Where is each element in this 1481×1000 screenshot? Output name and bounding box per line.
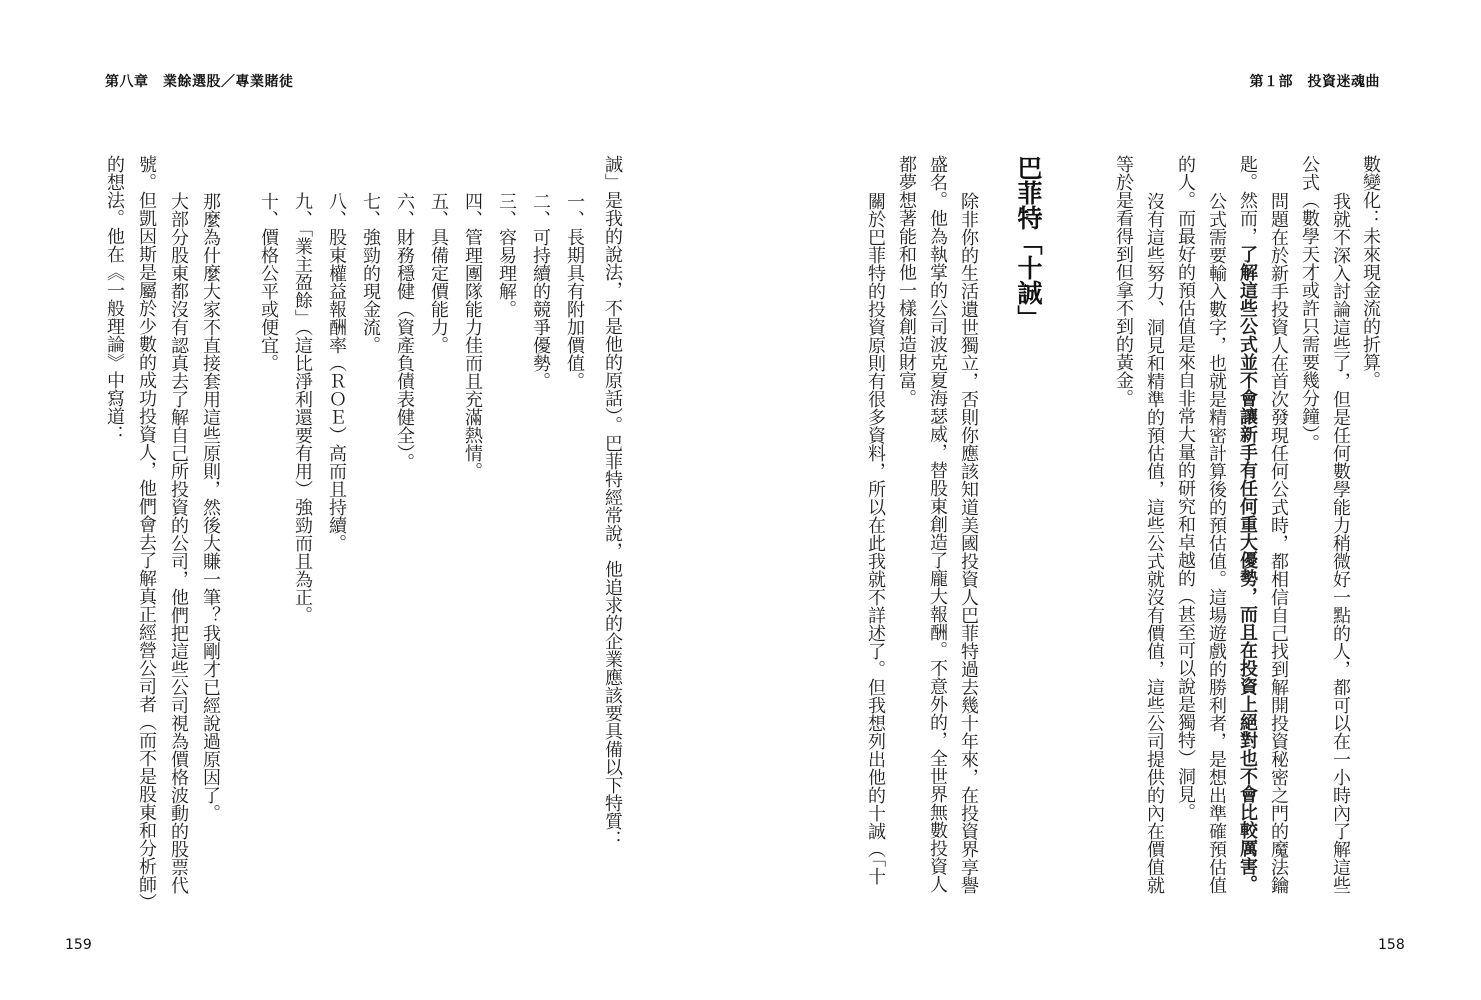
text-column: 號。但凱因斯是屬於少數的成功投資人，他們會去了解真正經營公司者（而不是股東和分析師） xyxy=(136,155,157,911)
text-column: 數變化：未來現金流的折算。 xyxy=(1360,155,1381,389)
list-item: 四、管理團隊能力佳而且充滿熱情。 xyxy=(462,192,483,480)
text-run: 匙。然而， xyxy=(1237,155,1258,245)
text-column: 關於巴菲特的投資原則有很多資料，所以在此我就不詳述了。但我想列出他的十誠（「十 xyxy=(865,192,886,885)
emphasis-text: 了解這些公式並不會讓新手有任何重大優勢，而且在投資上絕對也不會比較厲害。 xyxy=(1237,245,1258,893)
text-column: 的想法。他在《一般理論》中寫道： xyxy=(104,155,125,443)
text-column: 除非你的生活遺世獨立，否則你應該知道美國投資人巴菲特過去幾十年來，在投資界享譽 xyxy=(958,192,979,894)
list-item: 三、容易理解。 xyxy=(496,192,517,318)
text-column-with-emphasis xyxy=(1238,155,1256,893)
list-item: 九、「業主盈餘」（這比淨利還要有用）強勁而且為正。 xyxy=(292,192,313,624)
running-header-left: 第八章 業餘選股／專業賭徒 xyxy=(105,74,294,90)
text-column: 盛名。他為執掌的公司波克夏海瑟威，替股東創造了龐大報酬。不意外的，全世界無數投資人 xyxy=(927,155,948,893)
text-column: 都夢想著能和他一樣創造財富。 xyxy=(896,155,917,407)
text-column: 誠」是我的說法，不是他的原話）。巴菲特經常說，他追求的企業應該要具備以下特質： xyxy=(602,155,623,848)
list-item: 二、可持續的競爭優勢。 xyxy=(530,192,551,390)
right-page xyxy=(740,0,1481,1000)
section-heading: 巴菲特「十誠」 xyxy=(1014,155,1043,330)
list-item: 七、強勁的現金流。 xyxy=(360,192,381,354)
list-item: 八、股東權益報酬率（ＲＯＥ）高而且持續。 xyxy=(326,192,347,552)
list-item: 五、具備定價能力。 xyxy=(428,192,449,354)
list-item: 六、財務穩健（資產負債表健全）。 xyxy=(394,192,415,471)
text-column: 的人。而最好的預估值是來自非常大量的研究和卓越的（甚至可以說是獨特）洞見。 xyxy=(1175,155,1196,821)
list-item: 十、價格公平或便宜。 xyxy=(258,192,279,372)
text-column: 沒有這些努力、洞見和精準的預估值，這些公式就沒有價值，這些公司提供的內在價值就 xyxy=(1144,192,1165,894)
left-page xyxy=(0,0,740,1000)
text-column: 公式需要輸入數字，也就是精密計算後的預估值。這場遊戲的勝利者，是想出準確預估值 xyxy=(1206,192,1227,894)
page-number-right: 158 xyxy=(1378,937,1405,953)
text-column: 問題在於新手投資人在首次發現任何公式時，都相信自己找到解開投資秘密之門的魔法鑰 xyxy=(1268,192,1289,894)
page-number-left: 159 xyxy=(65,937,92,953)
text-column: 那麼為什麼大家不直接套用這些原則，然後大賺一筆？我剛才已經說過原因了。 xyxy=(200,192,221,822)
running-header-right: 第１部 投資迷魂曲 xyxy=(1249,74,1380,90)
text-column: 我就不深入討論這些了，但是任何數學能力稍微好一點的人，都可以在一小時內了解這些 xyxy=(1330,192,1351,894)
text-column: 公式（數學天才或許只需要幾分鐘）。 xyxy=(1299,155,1320,452)
list-item: 一、長期具有附加價值。 xyxy=(564,192,585,390)
text-column: 等於是看得到但拿不到的黃金。 xyxy=(1113,155,1134,407)
text-column: 大部分股東都沒有認真去了解自己所投資的公司，他們把這些公司視為價格波動的股票代 xyxy=(168,192,189,894)
